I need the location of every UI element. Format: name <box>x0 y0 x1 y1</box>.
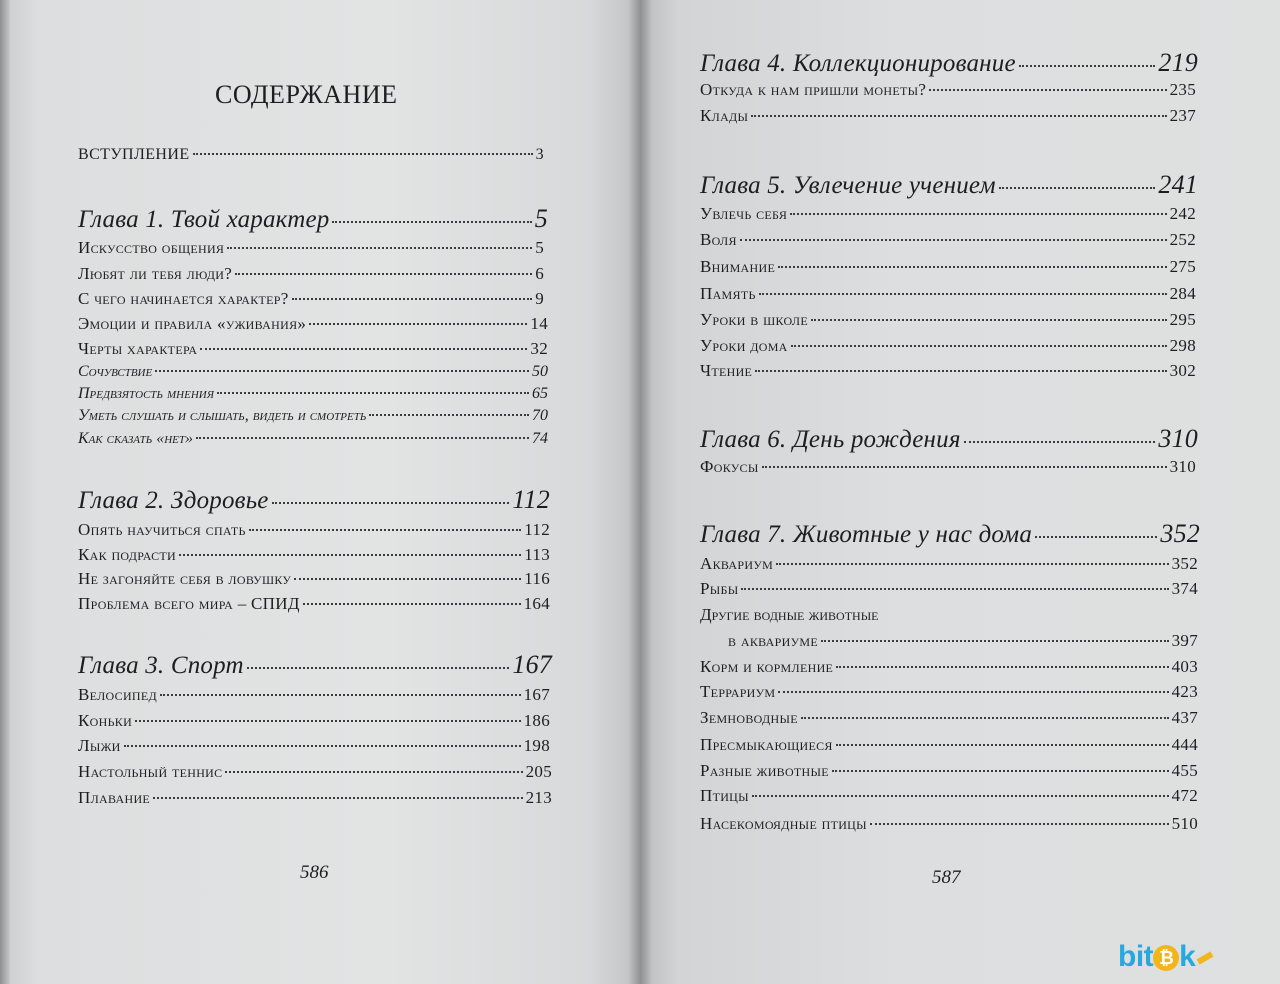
right-page <box>640 0 1280 984</box>
toc-entry <box>700 230 1196 250</box>
entry-title: Глава 7. Животные у нас дома <box>700 521 1033 548</box>
entry-title: Глава 3. Спорт <box>78 652 244 679</box>
dot-leader <box>778 266 1167 268</box>
entry-page: 14 <box>530 314 548 333</box>
hammer-icon <box>1197 951 1214 964</box>
toc-subentry <box>78 385 548 403</box>
entry-title: Лыжи <box>78 736 121 755</box>
toc-entry <box>78 736 550 756</box>
entry-title: Сочувствие <box>78 363 153 380</box>
dot-leader <box>836 666 1168 668</box>
entry-title: Насекомоядные птицы <box>700 814 867 833</box>
watermark-text: k <box>1179 940 1196 973</box>
chapter-heading <box>700 424 1198 454</box>
entry-title: Настольный теннис <box>78 762 223 781</box>
dot-leader <box>294 578 521 580</box>
dot-leader <box>811 319 1167 321</box>
entry-title: Корм и кормление <box>700 657 834 676</box>
toc-entry <box>78 762 552 782</box>
entry-page: 444 <box>1171 735 1198 754</box>
toc-entry <box>700 786 1198 806</box>
entry-page: 70 <box>532 407 548 424</box>
entry-title: Проблема всего мира – СПИД <box>78 594 300 613</box>
dot-leader <box>778 691 1168 693</box>
entry-title: Внимание <box>700 257 776 276</box>
chapter-page: 5 <box>534 204 548 233</box>
entry-page: 252 <box>1169 230 1196 249</box>
entry-title: в аквариуме <box>728 631 818 650</box>
toc-entry <box>78 238 544 258</box>
entry-page: 113 <box>524 545 550 564</box>
dot-leader <box>740 239 1167 241</box>
dot-leader <box>999 187 1156 189</box>
entry-title: Как подрасти <box>78 545 176 564</box>
toc-entry <box>700 657 1198 677</box>
entry-title: Опять научиться спать <box>78 520 246 539</box>
entry-page: 298 <box>1169 336 1196 355</box>
chapter-heading <box>700 519 1200 549</box>
toc-entry <box>700 336 1196 356</box>
dot-leader <box>303 603 521 605</box>
entry-page: 112 <box>512 485 550 514</box>
entry-title: Как сказать «нет» <box>78 430 193 447</box>
chapter-heading <box>78 650 552 680</box>
entry-title: Плавание <box>78 788 151 807</box>
dot-leader <box>193 153 533 155</box>
entry-title: Память <box>700 284 756 303</box>
dot-leader <box>776 563 1168 565</box>
watermark-logo <box>1118 940 1213 974</box>
entry-page: 374 <box>1171 579 1198 598</box>
entry-page: 275 <box>1169 257 1196 276</box>
toc-entry <box>78 711 550 731</box>
toc-entry <box>700 579 1198 599</box>
entry-page: 32 <box>530 339 548 358</box>
toc-entry <box>78 788 552 808</box>
entry-page: 167 <box>523 685 550 704</box>
dot-leader <box>235 273 532 275</box>
dot-leader <box>200 348 527 350</box>
toc-entry <box>700 204 1196 224</box>
entry-title: Глава 2. Здоровье <box>78 487 269 514</box>
dot-leader <box>249 529 522 531</box>
entry-title: Глава 4. Коллекционирование <box>700 50 1016 77</box>
toc-entry <box>700 284 1196 304</box>
entry-page: 437 <box>1171 708 1198 727</box>
dot-leader <box>964 441 1156 443</box>
watermark-text: bit <box>1118 940 1154 973</box>
toc-entry <box>700 814 1198 834</box>
entry-title: Уроки в школе <box>700 310 808 329</box>
entry-page: 205 <box>525 762 552 781</box>
dot-leader <box>836 744 1169 746</box>
entry-page: 9 <box>535 289 544 308</box>
dot-leader <box>292 298 533 300</box>
toc-subentry <box>78 407 548 425</box>
coin-icon: ₿ <box>1153 945 1179 971</box>
entry-title: Воля <box>700 230 737 249</box>
dot-leader <box>762 466 1167 468</box>
entry-title: Разные животные <box>700 761 829 780</box>
entry-page: 6 <box>535 264 544 283</box>
entry-title: Клады <box>700 106 749 125</box>
entry-page: 455 <box>1171 761 1198 780</box>
toc-intro-page: 3 <box>535 146 544 163</box>
dot-leader <box>790 213 1166 215</box>
dot-leader <box>870 823 1169 825</box>
entry-page: 112 <box>524 520 550 539</box>
entry-title: Пресмыкающиеся <box>700 735 833 754</box>
entry-title: Фокусы <box>700 457 759 476</box>
toc-entry <box>700 106 1196 126</box>
entry-page: 241 <box>1158 170 1198 199</box>
entry-page: 74 <box>532 430 548 447</box>
toc-subentry <box>78 430 548 448</box>
toc-entry <box>700 554 1198 574</box>
entry-page: 472 <box>1171 786 1198 805</box>
entry-title: Глава 5. Увлечение учением <box>700 172 996 199</box>
toc-entry-line1: Другие водные животные <box>700 605 879 624</box>
dot-leader <box>309 323 527 325</box>
toc-entry <box>78 289 544 309</box>
dot-leader <box>821 640 1169 642</box>
dot-leader <box>755 370 1166 372</box>
dot-leader <box>929 89 1166 91</box>
entry-title: Земноводные <box>700 708 798 727</box>
toc-entry <box>700 257 1196 277</box>
toc-entry <box>78 520 550 540</box>
toc-entry <box>700 735 1198 755</box>
toc-entry <box>78 314 548 334</box>
dot-leader <box>135 720 521 722</box>
dot-leader <box>272 502 510 504</box>
toc-subentry <box>78 363 548 381</box>
entry-page: 397 <box>1171 631 1198 650</box>
entry-page: 295 <box>1169 310 1196 329</box>
entry-title: Предвзятость мнения <box>78 385 214 402</box>
entry-page: 164 <box>523 594 550 613</box>
entry-title: Птицы <box>700 786 749 805</box>
page-number: 586 <box>300 862 329 883</box>
toc-entry <box>728 631 1198 651</box>
toc-entry <box>700 457 1196 477</box>
entry-page: 510 <box>1171 814 1198 833</box>
entry-page: 198 <box>523 736 550 755</box>
entry-page: 213 <box>525 788 552 807</box>
toc-entry <box>78 594 550 614</box>
toc-entry <box>78 569 550 589</box>
entry-title: Коньки <box>78 711 133 730</box>
dot-leader <box>332 221 531 223</box>
entry-page: 167 <box>512 650 552 679</box>
dot-leader <box>225 771 522 773</box>
dot-leader <box>832 770 1169 772</box>
entry-title: С чего начинается характер? <box>78 289 289 308</box>
entry-title: Чтение <box>700 361 753 380</box>
toc-entry <box>78 685 550 705</box>
toc-entry <box>78 545 550 565</box>
entry-page: 65 <box>532 385 548 402</box>
entry-page: 352 <box>1171 554 1198 573</box>
page-edge <box>0 0 10 984</box>
dot-leader <box>179 554 521 556</box>
chapter-title: Глава 1. Твой характер <box>78 206 330 233</box>
chapter-heading <box>78 485 550 515</box>
dot-leader <box>247 667 510 669</box>
entry-page: 237 <box>1169 106 1196 125</box>
dot-leader <box>752 795 1169 797</box>
entry-page: 403 <box>1171 657 1198 676</box>
toc-entry <box>700 80 1196 100</box>
entry-page: 235 <box>1169 80 1196 99</box>
entry-page: 50 <box>532 363 548 380</box>
toc-entry <box>78 339 548 359</box>
entry-title: Уметь слушать и слышать, видеть и смотреть <box>78 407 367 424</box>
dot-leader <box>741 588 1168 590</box>
entry-page: 310 <box>1158 424 1198 453</box>
entry-title: Не загоняйте себя в ловушку <box>78 569 292 588</box>
dot-leader <box>801 717 1169 719</box>
entry-title: Аквариум <box>700 554 774 573</box>
entry-page: 302 <box>1169 361 1196 380</box>
toc-entry <box>700 682 1198 702</box>
entry-page: 242 <box>1169 204 1196 223</box>
dot-leader <box>759 293 1167 295</box>
toc-entry <box>700 761 1198 781</box>
chapter-heading <box>700 170 1198 200</box>
page-number: 587 <box>932 867 961 888</box>
dot-leader <box>217 392 529 394</box>
entry-title: Искусство общения <box>78 238 225 257</box>
dot-leader <box>124 745 521 747</box>
toc-intro <box>78 146 544 164</box>
entry-page: 284 <box>1169 284 1196 303</box>
chapter-heading <box>700 48 1198 78</box>
dot-leader <box>1035 536 1157 538</box>
entry-page: 219 <box>1158 48 1198 77</box>
book-gutter <box>628 0 652 984</box>
dot-leader <box>1019 65 1156 67</box>
entry-title: Увлечь себя <box>700 204 788 223</box>
contents-heading: СОДЕРЖАНИЕ <box>215 80 398 109</box>
entry-title: Велосипед <box>78 685 158 704</box>
entry-title: Уроки дома <box>700 336 788 355</box>
entry-title: Эмоции и правила «уживания» <box>78 314 307 333</box>
entry-title: Рыбы <box>700 579 739 598</box>
dot-leader <box>791 345 1167 347</box>
entry-title: Откуда к нам пришли монеты? <box>700 80 927 99</box>
entry-title: Террариум <box>700 682 776 701</box>
entry-title: Глава 6. День рождения <box>700 426 961 453</box>
entry-page: 186 <box>523 711 550 730</box>
dot-leader <box>160 694 521 696</box>
toc-entry <box>78 264 544 284</box>
entry-title: Любят ли тебя люди? <box>78 264 233 283</box>
dot-leader <box>227 247 532 249</box>
dot-leader <box>751 115 1166 117</box>
dot-leader <box>153 797 523 799</box>
toc-entry <box>700 361 1196 381</box>
dot-leader <box>196 437 529 439</box>
toc-entry <box>700 310 1196 330</box>
dot-leader <box>369 414 529 416</box>
entry-page: 5 <box>535 238 544 257</box>
dot-leader <box>155 370 529 372</box>
entry-page: 116 <box>524 569 550 588</box>
entry-page: 352 <box>1160 519 1200 548</box>
chapter-heading <box>78 204 548 234</box>
toc-entry <box>700 708 1198 728</box>
entry-page: 310 <box>1169 457 1196 476</box>
entry-title: Черты характера <box>78 339 198 358</box>
toc-intro-title: ВСТУПЛЕНИЕ <box>78 146 190 163</box>
entry-page: 423 <box>1171 682 1198 701</box>
